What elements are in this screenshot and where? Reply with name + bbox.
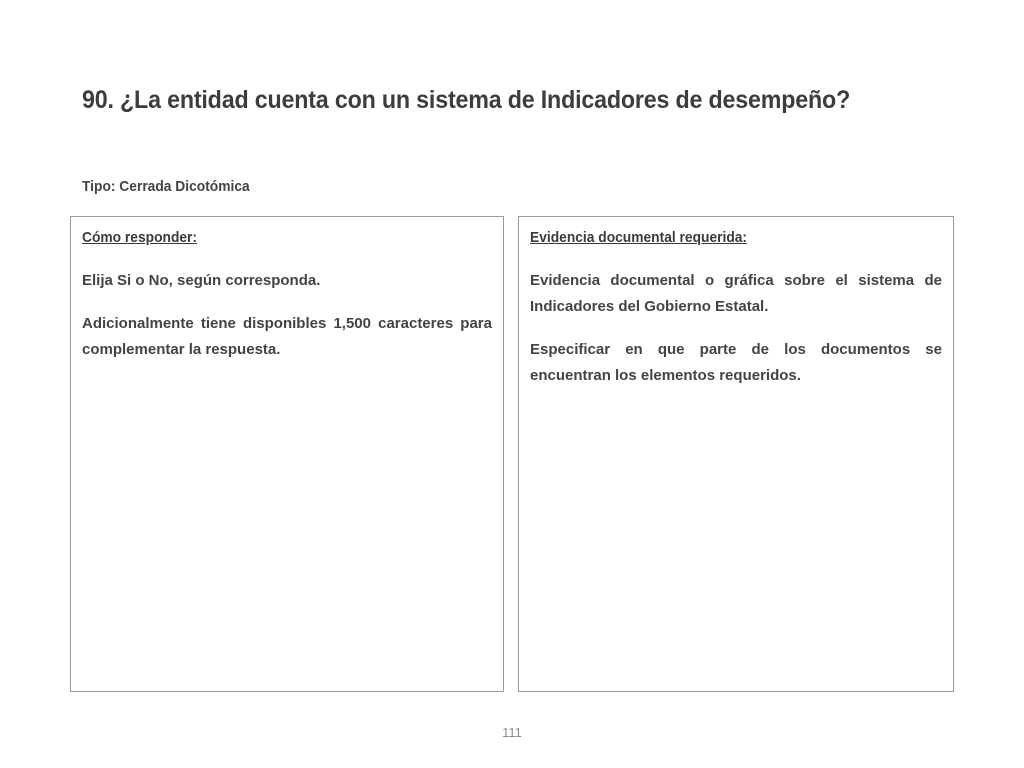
evidence-paragraph: Evidencia documental o gráfica sobre el sistema de Indicadores del Gobierno Estatal. (530, 272, 942, 315)
page-number: 111 (502, 725, 522, 740)
slide-title: 90. ¿La entidad cuenta con un sistema de Indicadores de desempeño? (82, 86, 851, 114)
evidence-paragraph: Especificar en que parte de los documentos se encuentran los elementos requeridos. (530, 341, 942, 384)
required-evidence-panel (518, 216, 954, 692)
how-to-answer-panel (70, 216, 504, 692)
instruction-paragraph: Elija Si o No, según corresponda. (82, 272, 321, 289)
how-to-answer-heading: Cómo responder: (82, 229, 198, 246)
required-evidence-heading: Evidencia documental requerida: (530, 229, 748, 246)
question-type: Tipo: Cerrada Dicotómica (82, 178, 250, 195)
instruction-paragraph: Adicionalmente tiene disponibles 1,500 caracteres para complementar la respuesta. (82, 315, 492, 358)
